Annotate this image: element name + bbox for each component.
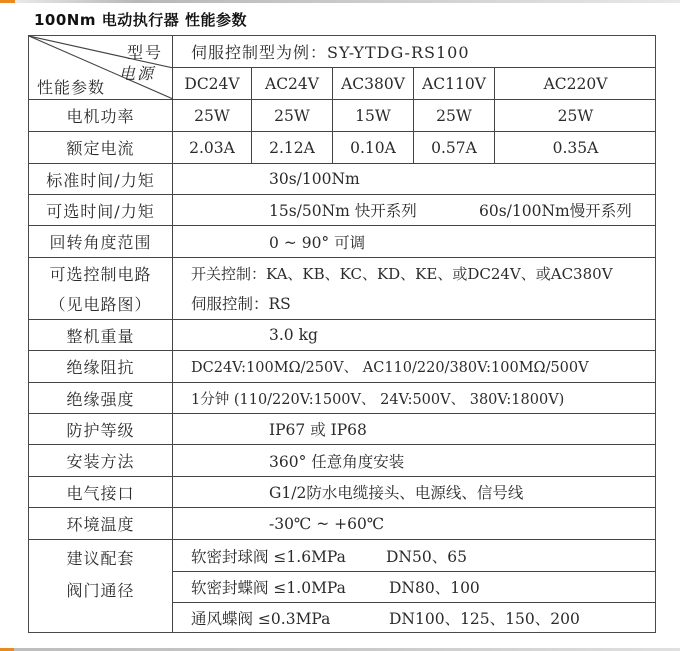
label-valve-match: 建议配套: [66, 548, 135, 568]
power-source-dc24v: DC24V: [184, 74, 240, 93]
label-control-circuit: 可选控制电路: [49, 264, 152, 284]
insulation-strength-value: 1分钟 (110/220V:1500V、 24V:500V、 380V:1800V): [191, 391, 565, 408]
valve-size: DN80、100: [389, 579, 480, 597]
corner-power-label: 电源: [119, 63, 156, 83]
rated-current-value: 0.57A: [431, 138, 477, 157]
weight-value: 3.0 kg: [269, 326, 318, 344]
power-source-ac24v: AC24V: [265, 74, 319, 93]
insulation-resistance-value: DC24V:100MΩ/250V、 AC110/220/380V:100MΩ/500V: [191, 360, 589, 376]
std-time-torque-value: 30s/100Nm: [269, 170, 360, 188]
corner-params-label: 性能参数: [37, 77, 106, 97]
motor-power-value: 25W: [557, 106, 594, 125]
motor-power-value: 15W: [355, 106, 391, 125]
valve-size: DN100、125、150、200: [389, 610, 580, 628]
opt-time-torque-slow: 60s/100Nm慢开系列: [479, 202, 632, 220]
label-opt-time-torque: 可选时间/力矩: [46, 201, 155, 221]
valve-size: DN50、65: [386, 547, 467, 566]
power-source-ac220v: AC220V: [543, 74, 608, 93]
label-installation: 安装方法: [66, 452, 135, 471]
top-decorative-bar: [0, 0, 680, 3]
page-title: 100Nm 电动执行器 性能参数: [34, 11, 247, 29]
valve-type: 软密封球阀 ≤1.6MPa: [191, 547, 346, 566]
rated-current-value: 0.10A: [350, 138, 396, 157]
label-ambient-temp: 环境温度: [66, 515, 135, 534]
motor-power-value: 25W: [194, 106, 230, 125]
model-example: 伺服控制型为例：SY-YTDG-RS100: [191, 43, 470, 62]
motor-power-value: 25W: [436, 106, 472, 125]
corner-model-label: 型号: [127, 42, 164, 62]
label-control-circuit-note: （见电路图）: [49, 294, 152, 314]
opt-time-torque-fast: 15s/50Nm 快开系列: [269, 202, 417, 220]
label-weight: 整机重量: [66, 326, 135, 346]
rated-current-value: 2.03A: [189, 138, 235, 157]
label-electrical-interface: 电气接口: [66, 483, 135, 503]
valve-type: 软密封蝶阀 ≤1.0MPa: [191, 579, 346, 597]
rated-current-value: 2.12A: [269, 138, 315, 157]
control-circuit-servo: 伺服控制：RS: [191, 295, 291, 313]
valve-type: 通风蝶阀 ≤0.3MPa: [191, 610, 331, 628]
protection-class-value: IP67 或 IP68: [269, 421, 367, 439]
power-source-ac110v: AC110V: [422, 74, 486, 93]
rotation-range-value: 0 ~ 90° 可调: [269, 233, 366, 252]
label-std-time-torque: 标准时间/力矩: [46, 170, 155, 190]
top-accent: [0, 0, 15, 3]
motor-power-value: 25W: [274, 106, 310, 125]
electrical-interface-value: G1/2防水电缆接头、电源线、信号线: [269, 484, 524, 502]
label-protection-class: 防护等级: [66, 420, 135, 440]
label-insulation-strength: 绝缘强度: [66, 389, 135, 409]
ambient-temp-value: -30℃ ~ +60℃: [269, 514, 385, 533]
rated-current-value: 0.35A: [552, 138, 599, 157]
label-rated-current: 额定电流: [66, 139, 135, 158]
label-rotation-range: 回转角度范围: [49, 233, 152, 252]
label-motor-power: 电机功率: [66, 107, 135, 126]
power-source-ac380v: AC380V: [341, 74, 405, 93]
label-valve-size: 阀门通径: [66, 580, 135, 600]
installation-value: 360° 任意角度安装: [269, 452, 405, 471]
label-insulation-resistance: 绝缘阻抗: [66, 358, 135, 377]
spec-table: [28, 35, 656, 633]
control-circuit-switch: 开关控制：KA、KB、KC、KD、KE、或DC24V、或AC380V: [191, 264, 613, 283]
